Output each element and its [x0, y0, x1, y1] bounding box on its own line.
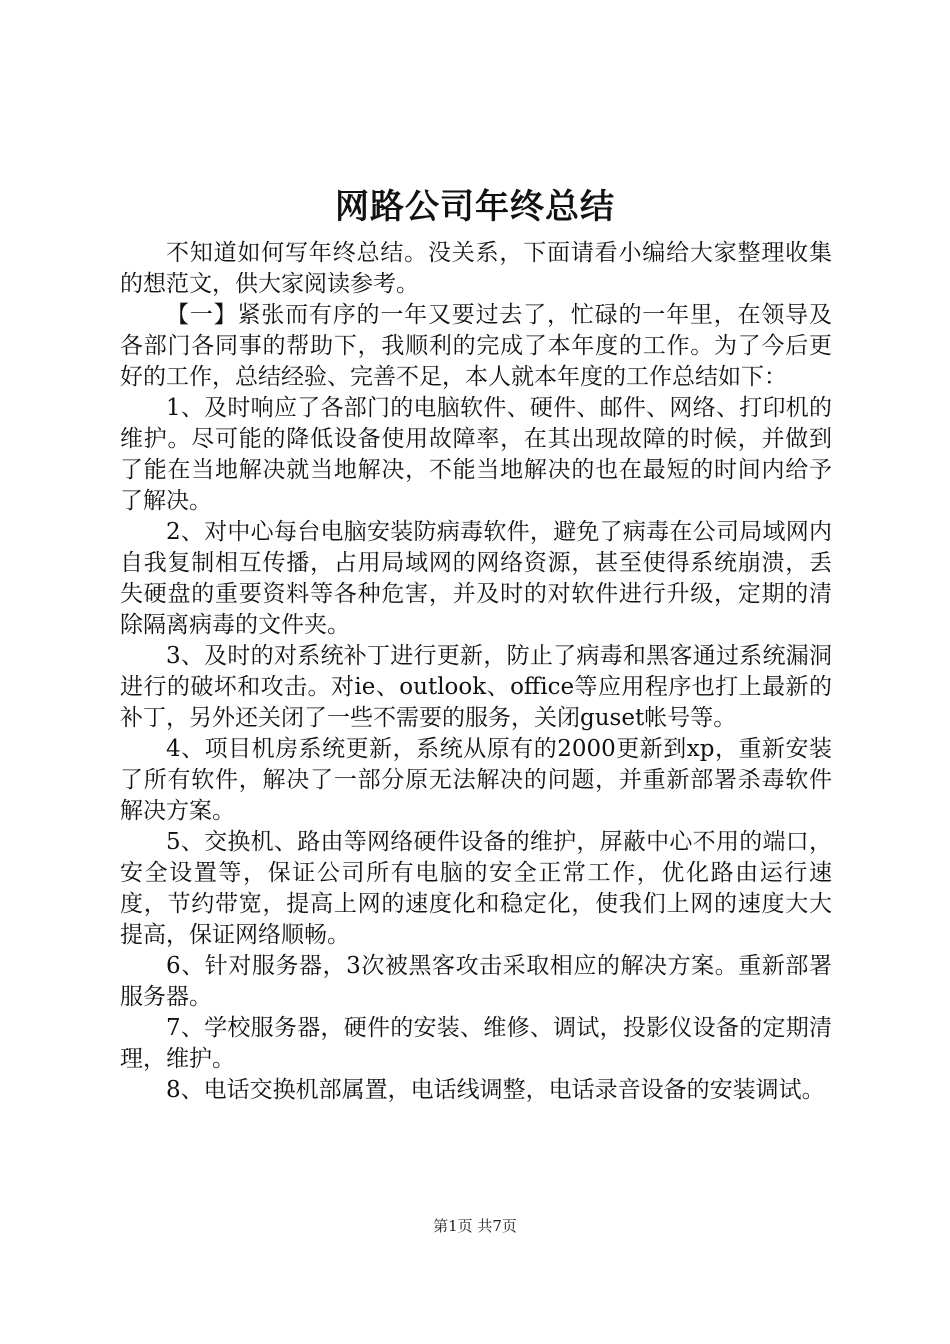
paragraph-item-5: 5、交换机、路由等网络硬件设备的维护，屏蔽中心不用的端口，安全设置等，保证公司所有电脑的安全正常工作，优化路由运行速度，节约带宽，提高上网的速度化和稳定化，使我们上网的速度大大提高，保证网络顺畅。 — [120, 829, 832, 948]
paragraph-item-6: 6、针对服务器，3次被黑客攻击采取相应的解决方案。重新部署服务器。 — [120, 953, 832, 1010]
document-title: 网路公司年终总结 — [335, 187, 615, 227]
paragraph-section-one: 【一】紧张而有序的一年又要过去了，忙碌的一年里，在领导及各部门各同事的帮助下，我顺利的完成了本年度的工作。为了今后更好的工作，总结经验、完善不足，本人就本年度的工作总结如下： — [120, 302, 832, 390]
paragraph-item-3: 3、及时的对系统补丁进行更新，防止了病毒和黑客通过系统漏洞进行的破坏和攻击。对ie、outlook、office等应用程序也打上最新的补丁，另外还关闭了一些不需要的服务，关闭guset帐号等。 — [120, 643, 832, 731]
document-body — [120, 238, 832, 1106]
paragraph-item-8: 8、电话交换机部属置，电话线调整，电话录音设备的安装调试。 — [166, 1077, 825, 1103]
paragraph-item-1: 1、及时响应了各部门的电脑软件、硬件、邮件、网络、打印机的维护。尽可能的降低设备使用故障率，在其出现故障的时候，并做到了能在当地解决就当地解决，不能当地解决的也在最短的时间内给予了解决。 — [120, 395, 832, 514]
paragraph-item-2: 2、对中心每台电脑安装防病毒软件，避免了病毒在公司局域网内自我复制相互传播，占用局域网的网络资源，甚至使得系统崩溃，丢失硬盘的重要资料等各种危害，并及时的对软件进行升级，定期的清除隔离病毒的文件夹。 — [120, 519, 832, 638]
paragraph-item-4: 4、项目机房系统更新，系统从原有的2000更新到xp，重新安装了所有软件，解决了一部分原无法解决的问题，并重新部署杀毒软件解决方案。 — [120, 736, 832, 824]
page-number-footer: 第1页 共7页 — [433, 1217, 517, 1235]
paragraph-intro: 不知道如何写年终总结。没关系，下面请看小编给大家整理收集的想范文，供大家阅读参考。 — [120, 240, 832, 297]
paragraph-item-7: 7、学校服务器，硬件的安装、维修、调试，投影仪设备的定期清理，维护。 — [120, 1015, 832, 1072]
